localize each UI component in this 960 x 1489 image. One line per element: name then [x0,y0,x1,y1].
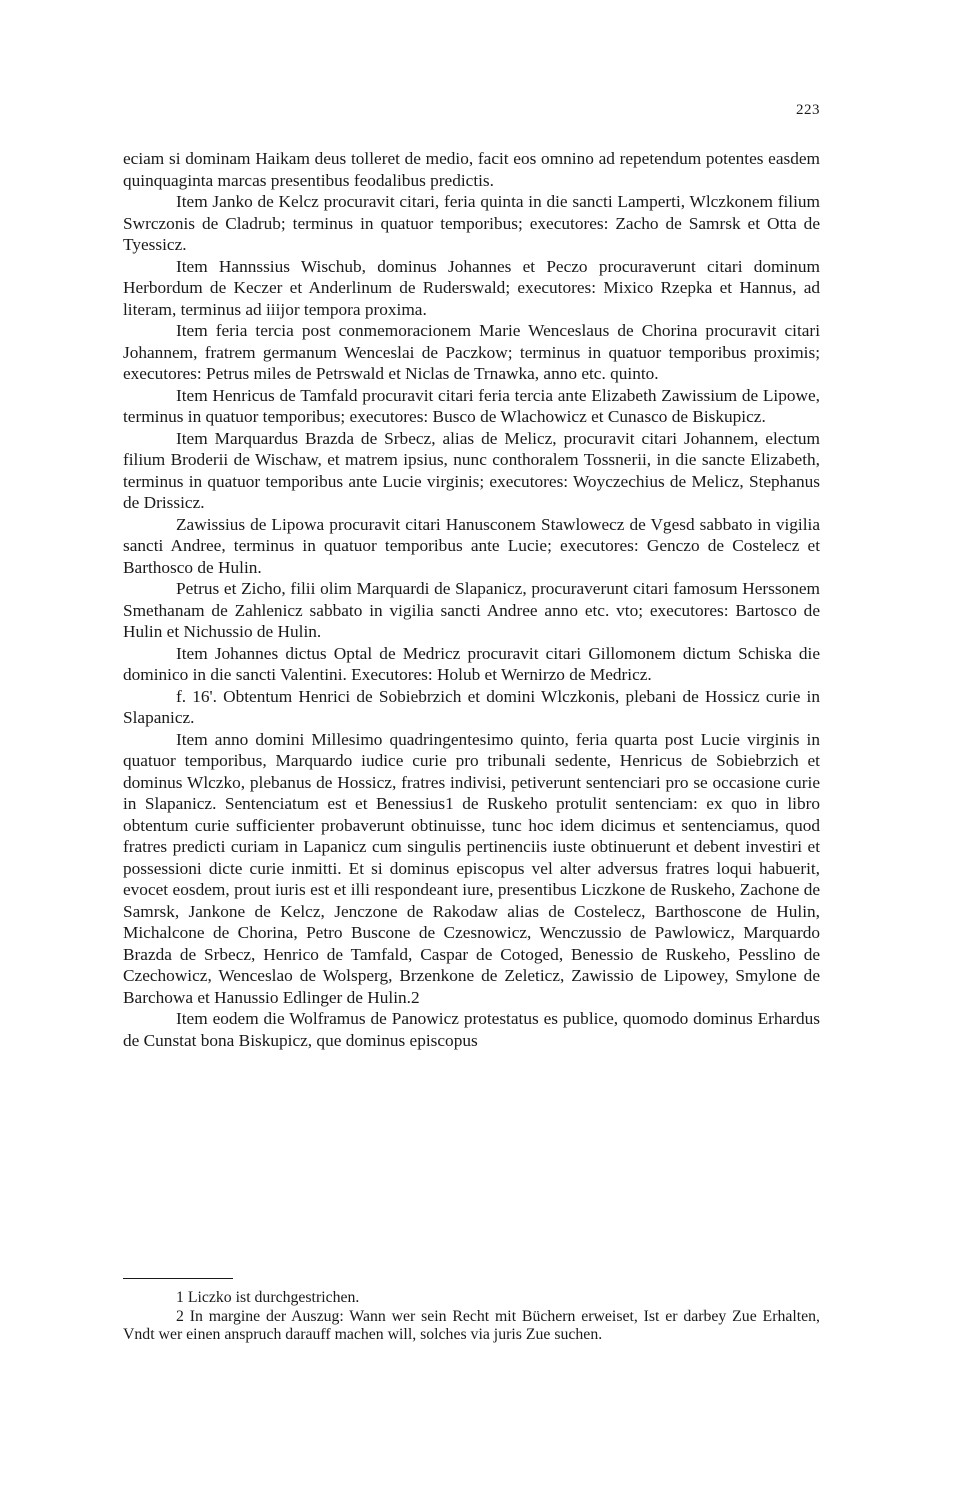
paragraph: Zawissius de Lipowa procuravit citari Hanusconem Stawlowecz de Vgesd sabbato in vigilia sancti Andree, terminus in quatuor temporibus ante Lucie; executores: Genczo de Costelecz et Barthosco de Hulin. [123,514,820,577]
footnotes [123,1289,820,1345]
paragraph: Item feria tercia post conmemoracionem Marie Wenceslaus de Chorina procuravit citari Johannem, fratrem germanum Wenceslai de Paczkow; terminus in quatuor temporibus proximis; executores: Petrus miles de Petrswald et Niclas de Trnawka, anno etc. quinto. [123,321,820,383]
paragraph: Item anno domini Millesimo quadringentesimo quinto, feria quarta post Lucie virginis in quatuor temporibus, Marquardo iudice curie pro tribunali sedente, Henricus de Sobiebrzich et dominus Wlczko, plebanus de Hossicz, fratres indivisi, petiverunt sentenciari pro se occasione curie in Slapanicz. Sentenciatum est et Benessius1 de Ruskeho protulit sentenciam: ex quo in libro obtentum curie sufficienter probaverunt obtinuisse, tunc hoc idem dicimus et sentenciamus, quod fratres predicti curiam in Lapanicz cum singulis pertinenciis iuste obtinuerunt et debent investiri et possessioni dicte curie inmitti. Et si dominus episcopus vel alter adversus fratres loqui habuerit, evocet eosdem, prout iuris est et illi respondeant iure, presentibus Liczkone de Ruskeho, Zachone de Samrsk, Jankone de Kelcz, Jenczone de Rakodaw alias de Costelecz, Barthoscone de Hulin, Michalcone de Chorina, Petro Buscone de Czesnowicz, Wenczussio de Pawlowicz, Marquardo Brazda de Srbecz, Henrico de Tamfald, Caspar de Cotoged, Benessio de Ruskeho, Pesslino de Czechowicz, Wenceslao de Wolsperg, Brzenkone de Zeleticz, Zawissio de Lipowey, Smylone de Barchowa et Hanussio Edlinger de Hulin.2 [123,729,820,1007]
paragraph: Item Marquardus Brazda de Srbecz, alias de Melicz, procuravit citari Johannem, electum filium Broderii de Wischaw, et matrem ipsius, nunc conthoralem Tossnerii, in die sancte Elizabeth, terminus in quatuor temporibus ante Lucie virginis; executores: Woyczechius de Melicz, Stephanus de Drissicz. [123,428,820,512]
paragraph: eciam si dominam Haikam deus tolleret de medio, facit eos omnino ad repetendum potentes easdem quinquaginta marcas presentibus feodalibus predictis. [123,149,820,190]
footnote: 1 Liczko ist durchgestrichen. [176,1289,360,1306]
footnote-divider [123,1278,233,1279]
footnote: 2 In margine der Auszug: Wann wer sein Recht mit Büchern erweiset, Ist er darbey Zue Erhalten, Vndt wer einen anspruch darauff machen will, solches via juris Zue suchen. [123,1307,820,1343]
paragraph: Item eodem die Wolframus de Panowicz protestatus es publice, quomodo dominus Erhardus de Cunstat bona Biskupicz, que dominus episcopus [123,1009,820,1050]
paragraph: Item Henricus de Tamfald procuravit citari feria tercia ante Elizabeth Zawissium de Lipowe, terminus in quatuor temporibus; executores: Busco de Wlachowicz et Cunasco de Biskupicz. [123,385,820,426]
paragraph: Item Hannssius Wischub, dominus Johannes et Peczo procuraverunt citari dominum Herbordum de Keczer et Anderlinum de Ruderswald; executores: Mixico Rzepka et Hannus, ad literam, terminus ad iiijor tempora proxima. [123,256,820,319]
page-number: 223 [796,102,820,118]
paragraph: Item Johannes dictus Optal de Medricz procuravit citari Gillomonem dictum Schiska die dominico in die sancti Valentini. Executores: Holub et Wernirzo de Medricz. [123,643,820,684]
main-text [123,148,820,1051]
paragraph: Item Janko de Kelcz procuravit citari, feria quinta in die sancti Lamperti, Wlczkonem filium Swrczonis de Cladrub; terminus in quatuor temporibus; executores: Zacho de Samrsk et Otta de Tyessicz. [123,192,820,254]
paragraph: f. 16'. Obtentum Henrici de Sobiebrzich et domini Wlczkonis, plebani de Hossicz curie in Slapanicz. [123,686,820,727]
paragraph: Petrus et Zicho, filii olim Marquardi de Slapanicz, procuraverunt citari famosum Herssonem Smethanam de Zahlenicz sabbato in vigilia sancti Andree anno etc. vto; executores: Bartosco de Hulin et Nichussio de Hulin. [123,579,820,641]
